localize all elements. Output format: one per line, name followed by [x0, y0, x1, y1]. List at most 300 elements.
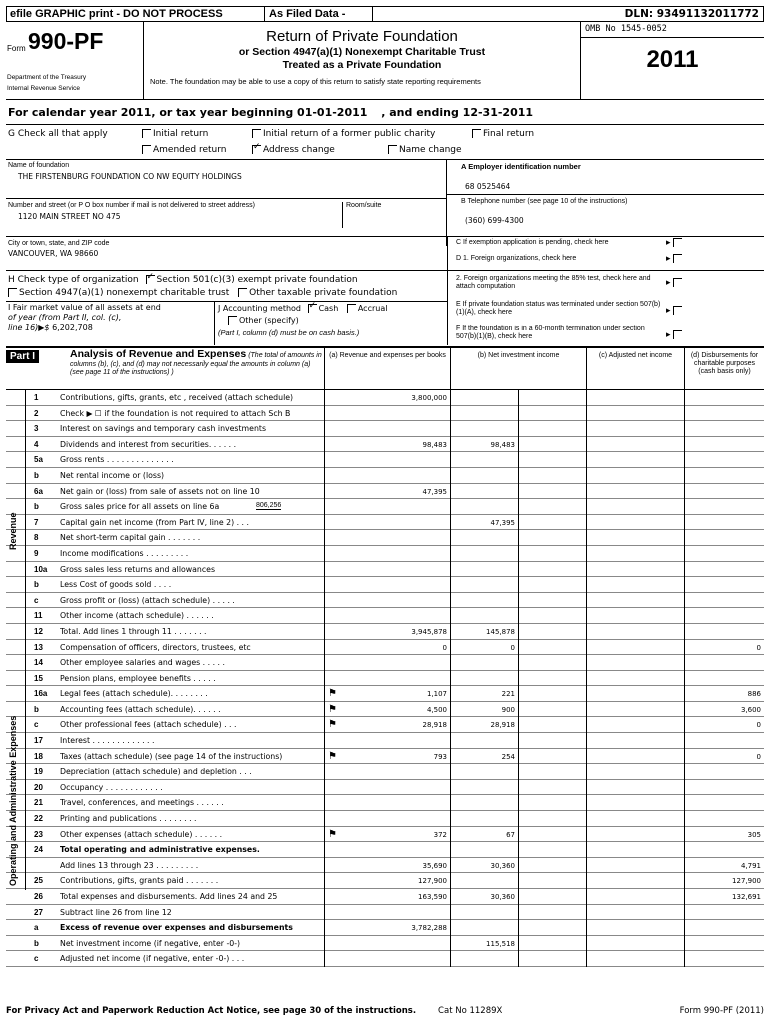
col-a-value: 28,918: [324, 717, 450, 733]
g-checkbox-block: [6, 124, 764, 160]
attachment-icon[interactable]: ⚑: [328, 703, 337, 715]
checkbox[interactable]: [8, 288, 17, 297]
line-label: Net rental income or (loss): [60, 470, 165, 480]
col-b2-blank: [518, 951, 586, 967]
dept-line1: Department of the Treasury: [7, 74, 87, 81]
col-a-value: 4,500: [324, 702, 450, 718]
col-b2-blank: [518, 936, 586, 952]
table-row: [6, 406, 764, 422]
fmv-value: 6,202,708: [52, 323, 93, 332]
line-number: b: [34, 502, 39, 512]
col-d-value: [684, 920, 764, 936]
omb-box: [580, 22, 764, 100]
col-c-value: [586, 889, 684, 905]
expense-sidebar: Operating and Administrative Expenses: [6, 640, 26, 890]
efile-banner: efile GRAPHIC print - DO NOT PROCESS: [7, 7, 265, 21]
form-word: Form: [7, 44, 26, 53]
col-b-value: [450, 780, 518, 796]
col-b-value: 30,360: [450, 889, 518, 905]
inline-amount: 806,256: [256, 502, 282, 510]
checked-checkbox[interactable]: [252, 145, 261, 154]
line-label: Other professional fees (attach schedule) . . .: [60, 720, 237, 730]
col-c-value: [586, 421, 684, 437]
line-number: b: [34, 704, 39, 714]
h-line-2: Section 4947(a)(1) nonexempt charitable trust Other taxable private foundation: [8, 288, 397, 298]
col-b-value: 115,518: [450, 936, 518, 952]
top-bar: [6, 6, 764, 22]
calendar-year-line: [6, 106, 764, 119]
col-b-value: 145,878: [450, 624, 518, 640]
col-b-value: 47,395: [450, 515, 518, 531]
table-row: [6, 920, 764, 936]
col-c-value: [586, 406, 684, 422]
address-change-option[interactable]: ✓ Address change: [252, 145, 335, 155]
form-header: [6, 22, 764, 100]
col-d-value: [684, 421, 764, 437]
col-d-value: [684, 468, 764, 484]
col-c-value: [586, 499, 684, 515]
street-label: Number and street (or P O box number if mail is not delivered to street address): [8, 202, 255, 209]
initial-return-option[interactable]: Initial return: [142, 129, 208, 139]
col-d-value: [684, 936, 764, 952]
col-b-header: (b) Net investment income: [450, 348, 586, 392]
table-row: [6, 858, 764, 874]
line-label: Printing and publications . . . . . . . .: [60, 814, 197, 824]
col-a-value: [324, 499, 450, 515]
col-c-value: [586, 842, 684, 858]
col-a-value: [324, 515, 450, 531]
checked-checkbox[interactable]: [146, 275, 155, 284]
col-c-value: [586, 795, 684, 811]
line-number: 4: [34, 439, 39, 449]
fmv-block: [8, 303, 214, 333]
col-a-value: 3,782,288: [324, 920, 450, 936]
col-b2-blank: [518, 827, 586, 843]
col-d-value: 886: [684, 686, 764, 702]
g-lead: G Check all that apply: [8, 129, 108, 139]
table-row: [6, 640, 764, 656]
form-subtitle-1: or Section 4947(a)(1) Nonexempt Charitable Trust: [238, 46, 486, 58]
col-b2-blank: [518, 437, 586, 453]
checkbox[interactable]: [388, 145, 397, 154]
col-a-value: [324, 733, 450, 749]
col-c-value: [586, 562, 684, 578]
room-label: Room/suite: [342, 202, 381, 228]
col-b-value: [450, 764, 518, 780]
checkbox[interactable]: [347, 304, 356, 313]
table-row: [6, 608, 764, 624]
col-d-value: [684, 437, 764, 453]
e-checkbox[interactable]: ▸: [666, 305, 684, 316]
col-b2-blank: [518, 484, 586, 500]
attachment-icon[interactable]: ⚑: [328, 688, 337, 700]
col-b-value: [450, 671, 518, 687]
line-number: c: [34, 595, 39, 605]
col-b-value: 254: [450, 749, 518, 765]
line-label: Travel, conferences, and meetings . . . . . .: [60, 798, 224, 808]
name-label: Name of foundation: [8, 162, 70, 169]
col-c-value: [586, 702, 684, 718]
col-b-value: [450, 593, 518, 609]
line-label: Accounting fees (attach schedule). . . . . .: [60, 704, 221, 714]
col-b2-blank: [518, 515, 586, 531]
col-d-value: [684, 406, 764, 422]
col-c-value: [586, 764, 684, 780]
tax-year: 2011: [646, 46, 699, 73]
table-row: [6, 390, 764, 406]
col-b-value: 28,918: [450, 717, 518, 733]
col-b2-blank: [518, 406, 586, 422]
col-b2-blank: [518, 608, 586, 624]
line-label: Income modifications . . . . . . . . .: [60, 548, 189, 558]
part-1-title: Analysis of Revenue and Expenses (The total of amounts in columns (b), (c), and (d) may not necessarily equal the amounts in column (a) (see page 11 of the instructions) ): [70, 348, 322, 376]
part-1-header: [6, 346, 764, 390]
calendar-year-begin: For calendar year 2011, or tax year beginning 01-01-2011: [8, 106, 368, 119]
col-d-value: 0: [684, 640, 764, 656]
col-b-value: [450, 795, 518, 811]
line-label: Gross rents . . . . . . . . . . . . . .: [60, 455, 174, 465]
line-label: Add lines 13 through 23 . . . . . . . . .: [60, 860, 199, 870]
col-c-value: [586, 936, 684, 952]
col-b-value: [450, 484, 518, 500]
f-label: F If the foundation is in a 60-month termination under section 507(b)(1)(B), check here: [456, 325, 645, 340]
table-row: [6, 936, 764, 952]
calendar-year-end: , and ending 12-31-2011: [381, 106, 534, 119]
ein-label: A Employer identification number: [461, 162, 581, 171]
col-d-value: [684, 671, 764, 687]
line-label: Gross sales less returns and allowances: [60, 564, 216, 574]
col-b-value: 221: [450, 686, 518, 702]
col-c-value: [586, 733, 684, 749]
line-number: 21: [34, 798, 43, 808]
line-label: Net investment income (if negative, enter -0-): [60, 938, 241, 948]
table-row: [6, 780, 764, 796]
line-label: Contributions, gifts, grants paid . . . . . . .: [60, 876, 219, 886]
col-b2-blank: [518, 468, 586, 484]
col-b2-blank: [518, 530, 586, 546]
e-label: E If private foundation status was terminated under section 507(b)(1)(A), check here: [456, 301, 661, 316]
revenue-sidebar: Revenue: [6, 390, 26, 640]
col-b-value: [450, 608, 518, 624]
checked-checkbox[interactable]: [308, 304, 317, 313]
line-label: Depreciation (attach schedule) and depletion . . .: [60, 767, 252, 777]
col-b-value: [450, 499, 518, 515]
line-number: 9: [34, 548, 39, 558]
dln-number: DLN: 93491132011772: [624, 8, 759, 20]
d1-checkbox[interactable]: ▸: [666, 253, 684, 264]
col-b-value: 0: [450, 640, 518, 656]
other-method: Other (specify): [228, 316, 299, 325]
city-label: City or town, state, and ZIP code: [8, 240, 110, 247]
col-a-value: [324, 546, 450, 562]
col-c-value: [586, 749, 684, 765]
line-number: c: [34, 954, 39, 964]
col-b-value: [450, 562, 518, 578]
col-b2-blank: [518, 873, 586, 889]
table-row: [6, 577, 764, 593]
col-a-value: [324, 593, 450, 609]
col-c-value: [586, 452, 684, 468]
col-b-value: [450, 452, 518, 468]
street-address: 1120 MAIN STREET NO 475: [18, 212, 121, 221]
col-b2-blank: [518, 671, 586, 687]
col-c-value: [586, 390, 684, 406]
part-1-rows: [6, 390, 764, 967]
entity-right: [447, 160, 764, 246]
col-b2-blank: [518, 546, 586, 562]
col-a-value: [324, 655, 450, 671]
line-number: 3: [34, 424, 39, 434]
col-a-value: [324, 905, 450, 921]
line-number: 23: [34, 829, 43, 839]
col-a-value: 35,690: [324, 858, 450, 874]
col-c-value: [586, 577, 684, 593]
table-row: [6, 437, 764, 453]
fmv-label-3: line 16)▶$: [8, 323, 50, 332]
department: [7, 72, 86, 94]
col-d-value: [684, 593, 764, 609]
checkbox[interactable]: [142, 129, 151, 138]
amended-return-option[interactable]: Amended return: [142, 145, 227, 155]
d2-label: 2. Foreign organizations meeting the 85% test, check here and attach computation: [456, 275, 651, 290]
col-a-value: [324, 562, 450, 578]
line-number: 6a: [34, 486, 43, 496]
checkbox[interactable]: [238, 288, 247, 297]
line-label: Total operating and administrative expenses.: [60, 845, 260, 855]
col-b-value: [450, 920, 518, 936]
col-b2-blank: [518, 780, 586, 796]
initial-former-option[interactable]: Initial return of a former public charity: [252, 129, 435, 139]
table-row: [6, 842, 764, 858]
col-a-value: [324, 795, 450, 811]
table-row: [6, 889, 764, 905]
part-1: [6, 346, 764, 967]
col-c-value: [586, 546, 684, 562]
col-b2-blank: [518, 920, 586, 936]
col-c-value: [586, 593, 684, 609]
col-b-value: [450, 530, 518, 546]
part-1-label: Part I: [6, 350, 39, 363]
line-number: 11: [34, 611, 43, 621]
col-b2-blank: [518, 577, 586, 593]
col-c-value: [586, 530, 684, 546]
line-label: Interest on savings and temporary cash investments: [60, 424, 267, 434]
col-c-value: [586, 951, 684, 967]
col-b2-blank: [518, 702, 586, 718]
entity-block: [6, 160, 764, 246]
table-row: [6, 733, 764, 749]
col-a-value: [324, 951, 450, 967]
line-label: Interest . . . . . . . . . . . . .: [60, 736, 155, 746]
line-number: 14: [34, 658, 43, 668]
col-b-value: [450, 905, 518, 921]
col-b-value: [450, 577, 518, 593]
line-label: Total expenses and disbursements. Add lines 24 and 25: [60, 892, 278, 901]
c-label: C If exemption application is pending, check here: [456, 239, 609, 246]
col-d-value: [684, 655, 764, 671]
col-b2-blank: [518, 858, 586, 874]
col-a-value: 1,107: [324, 686, 450, 702]
table-row: [6, 546, 764, 562]
line-number: 15: [34, 673, 43, 683]
col-b-value: 98,483: [450, 437, 518, 453]
col-a-value: 127,900: [324, 873, 450, 889]
table-row: [6, 827, 764, 843]
col-b2-blank: [518, 593, 586, 609]
catalog-number: Cat No 11289X: [438, 1006, 503, 1016]
col-b-value: [450, 406, 518, 422]
table-row: [6, 764, 764, 780]
col-b-value: [450, 842, 518, 858]
col-a-value: 372: [324, 827, 450, 843]
table-row: [6, 562, 764, 578]
col-a-value: [324, 452, 450, 468]
line-number: b: [34, 580, 39, 590]
table-row: [6, 702, 764, 718]
table-row: [6, 671, 764, 687]
table-row: [6, 421, 764, 437]
dept-line2: Internal Revenue Service: [7, 85, 80, 92]
col-d-value: [684, 842, 764, 858]
col-b2-blank: [518, 811, 586, 827]
table-row: [6, 624, 764, 640]
checkbox[interactable]: [228, 316, 237, 325]
attachment-icon[interactable]: ⚑: [328, 719, 337, 731]
col-a-value: [324, 811, 450, 827]
col-d-value: 305: [684, 827, 764, 843]
line-number: 2: [34, 408, 39, 418]
col-d-value: [684, 624, 764, 640]
col-b-value: [450, 546, 518, 562]
line-label: Pension plans, employee benefits . . . . .: [60, 673, 216, 683]
line-label: Capital gain net income (from Part IV, line 2) . . .: [60, 517, 249, 527]
col-c-value: [586, 655, 684, 671]
phone-label: B Telephone number (see page 10 of the instructions): [461, 198, 628, 205]
j-note: (Part I, column (d) must be on cash basis.): [218, 328, 360, 337]
col-a-value: [324, 421, 450, 437]
col-b2-blank: [518, 421, 586, 437]
table-row: [6, 686, 764, 702]
form-number: 990-PF: [28, 28, 104, 54]
col-b2-blank: [518, 640, 586, 656]
col-c-value: [586, 858, 684, 874]
col-d-value: 0: [684, 717, 764, 733]
privacy-notice: For Privacy Act and Paperwork Reduction Act Notice, see page 30 of the instructions.: [6, 1006, 417, 1016]
col-d-value: [684, 546, 764, 562]
col-b-value: [450, 421, 518, 437]
col-b2-blank: [518, 499, 586, 515]
attachment-icon[interactable]: ⚑: [328, 828, 337, 840]
col-a-value: 3,800,000: [324, 390, 450, 406]
col-c-value: [586, 905, 684, 921]
col-b-value: [450, 951, 518, 967]
col-a-value: [324, 764, 450, 780]
table-row: [6, 499, 764, 515]
col-c-value: [586, 608, 684, 624]
col-c-value: [586, 437, 684, 453]
line-number: 7: [34, 517, 39, 527]
col-d-value: [684, 764, 764, 780]
name-change-option[interactable]: Name change: [388, 145, 462, 155]
fmv-label-1: I Fair market value of all assets at end: [8, 303, 161, 312]
line-label: Taxes (attach schedule) (see page 14 of the instructions): [60, 751, 283, 761]
h-i-j-block: [6, 270, 764, 344]
col-d-value: 3,600: [684, 702, 764, 718]
table-row: [6, 515, 764, 531]
table-row: [6, 452, 764, 468]
h-line-1: H Check type of organization ✓ Section 501(c)(3) exempt private foundation: [8, 275, 358, 285]
ein-value: 68 0525464: [465, 182, 511, 191]
col-c-value: [586, 827, 684, 843]
line-label: Net short-term capital gain . . . . . . .: [60, 533, 201, 543]
d2-checkbox[interactable]: ▸: [666, 277, 684, 288]
col-d-value: [684, 562, 764, 578]
line-number: 5a: [34, 455, 43, 465]
col-c-value: [586, 717, 684, 733]
col-b2-blank: [518, 749, 586, 765]
col-a-value: [324, 468, 450, 484]
col-d-value: [684, 577, 764, 593]
form-id-box: [6, 22, 144, 100]
omb-number: OMB No 1545-0052: [581, 22, 764, 38]
col-a-value: [324, 780, 450, 796]
col-c-value: [586, 920, 684, 936]
col-c-value: [586, 624, 684, 640]
col-d-value: [684, 530, 764, 546]
line-number: c: [34, 720, 39, 730]
col-b-value: [450, 655, 518, 671]
line-label: Less Cost of goods sold . . . .: [60, 580, 172, 590]
line-label: Gross profit or (loss) (attach schedule) . . . . .: [60, 595, 235, 605]
table-row: [6, 655, 764, 671]
col-b-value: [450, 873, 518, 889]
col-d-value: [684, 795, 764, 811]
checkbox[interactable]: [252, 129, 261, 138]
checkbox[interactable]: [472, 129, 481, 138]
table-row: [6, 749, 764, 765]
col-b2-blank: [518, 452, 586, 468]
line-label: Other expenses (attach schedule) . . . . . .: [60, 829, 223, 839]
line-label: Total. Add lines 1 through 11 . . . . . . .: [60, 626, 207, 636]
line-number: 12: [34, 626, 43, 636]
table-row: [6, 468, 764, 484]
col-d-value: [684, 515, 764, 531]
checkbox[interactable]: [142, 145, 151, 154]
col-d-value: [684, 484, 764, 500]
line-label: Legal fees (attach schedule). . . . . . . .: [60, 689, 208, 699]
col-d-header: (d) Disbursements for charitable purposes (cash basis only): [684, 348, 764, 392]
col-d-value: [684, 452, 764, 468]
col-b-value: 67: [450, 827, 518, 843]
col-c-value: [586, 468, 684, 484]
form-note: Note. The foundation may be able to use a copy of this return to satisfy state reporting requirements: [150, 77, 481, 86]
c-checkbox[interactable]: ▸: [666, 237, 684, 248]
final-return-option[interactable]: Final return: [472, 129, 534, 139]
line-label: Check ▶ ☐ if the foundation is not required to attach Sch B: [60, 408, 291, 418]
col-a-value: [324, 577, 450, 593]
line-label: Adjusted net income (if negative, enter -0-) . . .: [60, 954, 245, 964]
line-number: 19: [34, 767, 43, 777]
f-checkbox[interactable]: ▸: [666, 329, 684, 340]
attachment-icon[interactable]: ⚑: [328, 750, 337, 762]
col-b2-blank: [518, 889, 586, 905]
foundation-name: THE FIRSTENBURG FOUNDATION CO NW EQUITY HOLDINGS: [18, 172, 242, 181]
table-row: [6, 795, 764, 811]
col-b2-blank: [518, 795, 586, 811]
line-number: 22: [34, 814, 43, 824]
col-b2-blank: [518, 905, 586, 921]
line-number: 10a: [34, 564, 48, 574]
